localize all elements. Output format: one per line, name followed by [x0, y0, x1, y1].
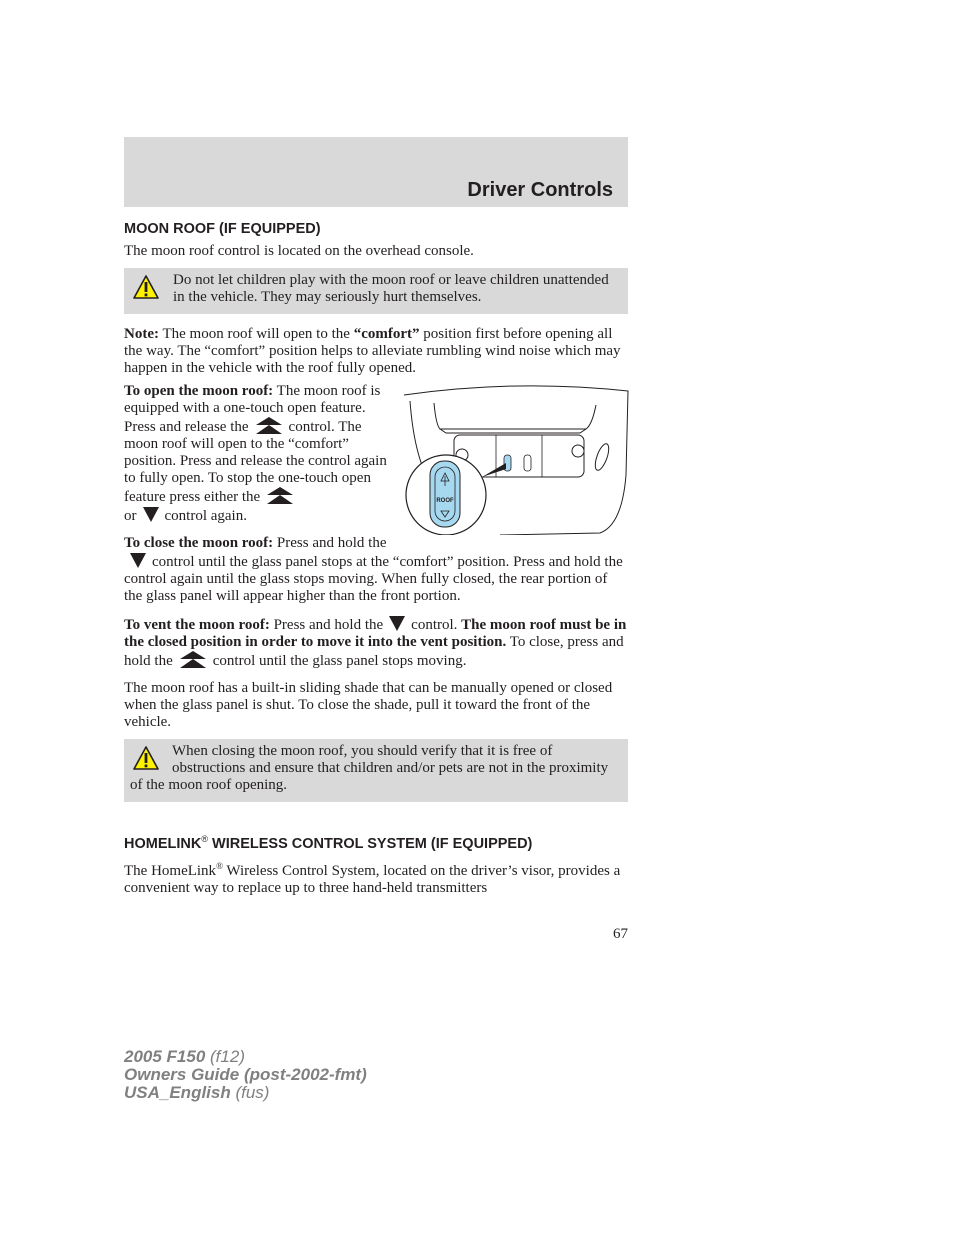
- page-content: [124, 220, 628, 903]
- warning-text: Do not let children play with the moon roof or leave children unattended in the vehicle. They may seriously hurt themselves.: [173, 272, 609, 305]
- down-arrow-icon: [389, 615, 405, 632]
- footer-model: 2005 F150: [124, 1047, 206, 1066]
- homelink-heading-b: WIRELESS CONTROL SYSTEM (IF EQUIPPED): [207, 835, 533, 852]
- vent-text-b: control.: [411, 617, 458, 633]
- vent-text-d: control until the glass panel stops moving.: [212, 653, 467, 669]
- warning-triangle-icon: [132, 274, 160, 300]
- moon-roof-heading: MOON ROOF (IF EQUIPPED): [124, 221, 321, 237]
- moon-roof-intro: The moon roof control is located on the overhead console.: [124, 243, 474, 259]
- warning-box-children: [124, 268, 628, 314]
- header-band: [124, 137, 628, 207]
- close-paragraph: [124, 535, 628, 605]
- double-up-arrow-icon: [255, 417, 283, 434]
- note-label: Note:: [124, 326, 159, 342]
- vent-text: Press and hold the: [269, 617, 384, 633]
- open-text-end: control again.: [164, 508, 247, 524]
- warning-triangle-icon: [132, 745, 160, 771]
- comfort-term: “comfort”: [353, 326, 420, 342]
- footer-edition-info: [124, 1048, 367, 1102]
- down-arrow-icon: [130, 552, 146, 569]
- open-text-or: or: [124, 508, 137, 524]
- vent-paragraph: [124, 615, 628, 670]
- close-label: To close the moon roof:: [124, 535, 274, 551]
- warning-text: When closing the moon roof, you should verify that it is free of obstructions and ensure that children and/or pets are not in the proximity of the moon roof opening.: [130, 743, 609, 793]
- footer-line-2: Owners Guide (post-2002-fmt): [124, 1065, 367, 1084]
- homelink-paragraph: [124, 858, 628, 897]
- open-text-cont: control. The moon roof will open to the “comfort” position. Press and release the control again to fully open. To stop the one-touch open feature press either the: [124, 419, 387, 505]
- open-label: To open the moon roof:: [124, 383, 274, 399]
- overhead-console-illustration: [400, 385, 632, 535]
- vent-label: To vent the moon roof:: [124, 617, 270, 633]
- close-text: Press and hold the: [273, 535, 387, 551]
- double-up-arrow-icon: [179, 651, 207, 668]
- homelink-heading: [124, 830, 628, 853]
- vent-bold-text: The moon roof must be in the closed position in order to move it into the vent position.: [124, 617, 627, 650]
- note-paragraph: [124, 326, 628, 377]
- shade-paragraph: The moon roof has a built-in sliding shade that can be manually opened or closed when the glass panel is shut. To close the shade, pull it toward the front of the vehicle.: [124, 680, 613, 730]
- roof-button-label: ROOF: [436, 498, 454, 504]
- down-arrow-icon: [143, 506, 159, 523]
- note-text: The moon roof will open to the: [158, 326, 354, 342]
- section-title: Driver Controls: [467, 179, 613, 201]
- close-text-cont: control until the glass panel stops at the “comfort” position. Press and hold the control again until the glass stops moving. When fully closed, the rear portion of the glass panel will appear higher than the front portion.: [124, 554, 623, 604]
- warning-box-obstructions: [124, 739, 628, 802]
- homelink-text-a: The HomeLink: [124, 862, 217, 879]
- note-text-cont: position first before opening all the way. The “comfort” position helps to alleviate rumbling wind noise which may happen in the vehicle with the roof fully opened.: [124, 326, 621, 376]
- footer-line-3: [124, 1084, 367, 1102]
- double-up-arrow-icon: [266, 487, 294, 504]
- open-text: The moon roof is equipped with a one-touch open feature. Press and release the: [124, 383, 381, 435]
- homelink-heading-a: HOMELINK: [124, 835, 202, 852]
- registered-mark: ®: [201, 834, 208, 844]
- footer-language-code: (fus): [230, 1083, 270, 1102]
- registered-mark: ®: [216, 860, 223, 871]
- footer-line-1: [124, 1048, 367, 1066]
- footer-language: USA_English: [124, 1083, 231, 1102]
- page-number: 67: [613, 926, 628, 942]
- vent-text-c: To close, press and hold the: [124, 634, 624, 669]
- homelink-text-b: Wireless Control System, located on the driver’s visor, provides a convenient way to replace up to three hand-held transmitters: [124, 862, 621, 896]
- footer-model-code: (f12): [205, 1047, 245, 1066]
